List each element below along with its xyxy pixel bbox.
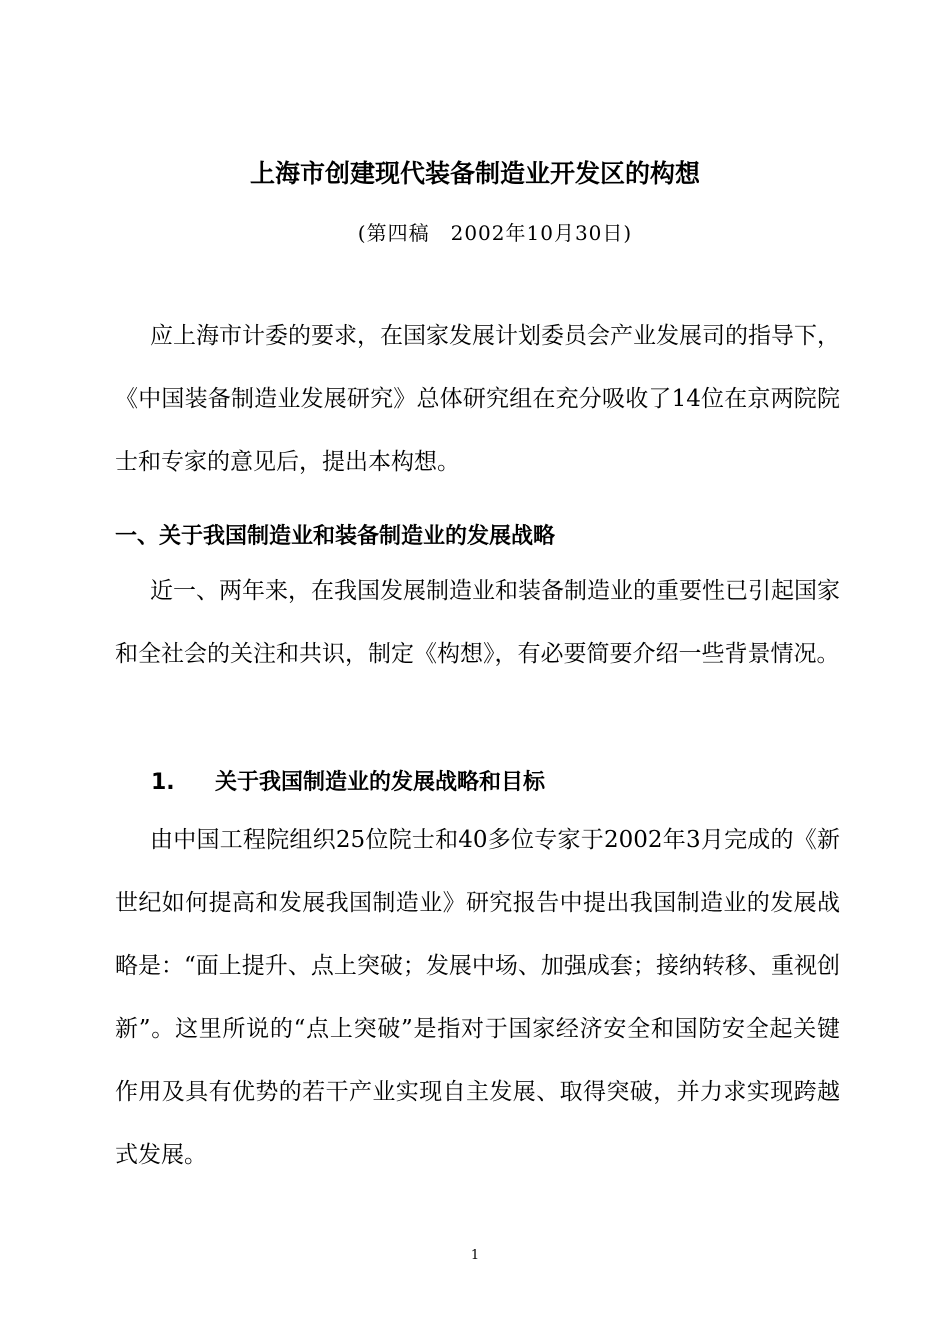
section-1-heading: 一、关于我国制造业和装备制造业的发展战略 (115, 524, 556, 549)
section-1-paragraph: 近一、两年来，在我国发展制造业和装备制造业的重要性已引起国家和全社会的关注和共识，制定《构想》，有必要简要介绍一些背景情况。 (115, 578, 840, 667)
document-subtitle: (第四稿 2002年10月30日) (357, 221, 633, 245)
subsection-1-paragraph: 由中国工程院组织25位院士和40多位专家于2002年3月完成的《新世纪如何提高和发展我国制造业》研究报告中提出我国制造业的发展战略是：“面上提升、点上突破；发展中场、加强成套；接纳转移、重视创新”。这里所说的“点上突破”是指对于国家经济安全和国防安全起关键作用及具有优势的若干产业实现自主发展、取得突破，并力求实现跨越式发展。 (115, 827, 840, 1168)
intro-paragraph: 应上海市计委的要求，在国家发展计划委员会产业发展司的指导下，《中国装备制造业发展研究》总体研究组在充分吸收了14位在京两院院士和专家的意见后，提出本构想。 (115, 323, 840, 475)
subsection-1-heading-text: 关于我国制造业的发展战略和目标 (215, 770, 546, 795)
subsection-1-heading (151, 766, 545, 800)
page-number: 1 (470, 1248, 480, 1263)
subsection-1-number: 1. (151, 770, 175, 795)
document-title: 上海市创建现代装备制造业开发区的构想 (249, 159, 700, 188)
